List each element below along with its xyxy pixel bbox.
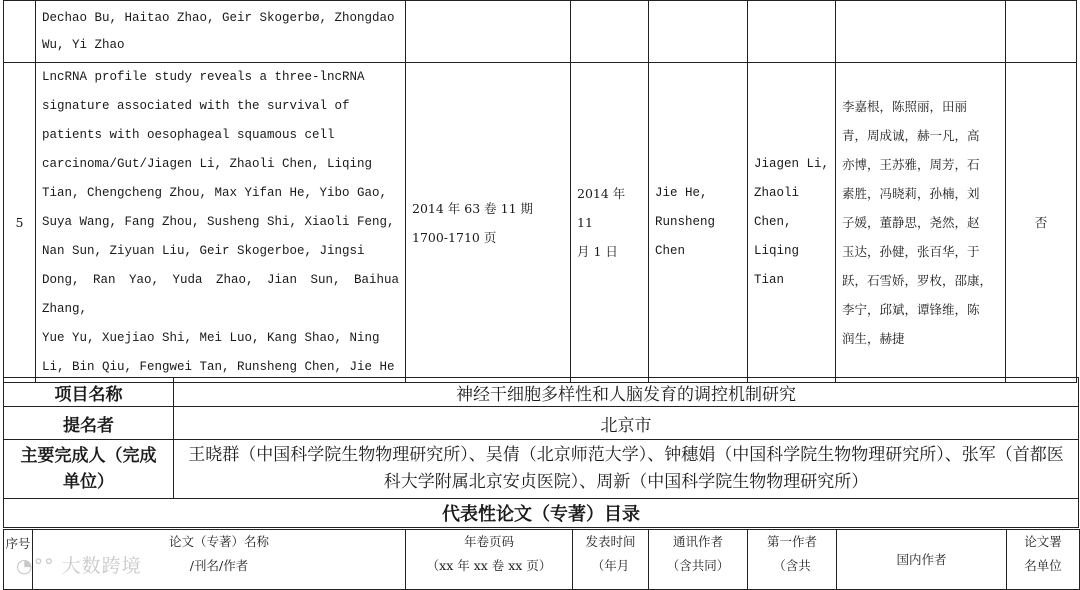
paper-cell [36,1,406,63]
watermark-logo [16,551,142,578]
header-domestic: 国内作者 [837,530,1007,590]
domestic-authors-cell [836,63,1006,383]
table-row [4,530,1080,590]
header-line: （含共 [773,558,811,573]
header-line: 年卷页码 [463,534,514,549]
seq-cell [4,1,36,63]
header-seq: 序号 [4,530,33,590]
author-line: 素胜，冯晓莉，孙楠，刘 [842,186,980,201]
author-line: Chen, [754,215,792,229]
title-line: Tian, Chengcheng Zhou, Max Yifan He, Yibo Gao, [42,186,388,200]
project-name-value: 神经干细胞多样性和人脑发育的调控机制研究 [174,378,1079,407]
pub-date-cell [571,63,649,383]
nominator-value: 北京市 [174,407,1079,440]
author-line: 青，周成诚，赫一凡，高 [842,128,980,143]
title-line: Nan Sun, Ziyuan Liu, Geir Skogerboe, Jingsi [42,244,365,258]
nominator-label: 提名者 [4,407,174,440]
table-row [4,1,1077,63]
table-row [4,440,1079,499]
header-line: 通讯作者 [672,534,723,549]
title-line: signature associated with the survival of [42,99,350,113]
title-line: carcinoma/Gut/Jiagen Li, Zhaoli Chen, Liqing [42,157,373,171]
table-row [4,378,1079,407]
project-info-table [3,377,1079,528]
corresponding-author-cell [649,63,748,383]
author-line: Zhaoli [754,186,800,200]
header-pub-time [573,530,649,590]
title-line: patients with oesophageal squamous cell [42,128,335,142]
table-row [4,407,1079,440]
header-first [748,530,837,590]
author-line: Chen [655,244,686,258]
header-line: （xx 年 xx 卷 xx 页） [426,558,552,573]
header-signature [1007,530,1080,590]
header-line: 发表时间 [585,534,636,549]
main-contributors-label: 主要完成人（完成单位） [4,440,174,499]
watermark-text: 大数跨境 [61,555,142,577]
header-line: /刊名/作者 [189,558,249,573]
author-line: Runsheng [655,215,716,229]
section-title: 代表性论文（专著）目录 [4,499,1079,528]
date-line: 月 1 日 [577,244,618,259]
author-line: 李嘉根，陈照丽，田丽 [842,99,968,114]
volume-pages-cell [406,63,571,383]
author-line: Dechao Bu, Haitao Zhao, Geir Skogerbø, Zhongdao [42,10,395,25]
paper-list-header [3,529,1080,590]
author-line: 李宁，邱斌，谭锋维，陈 [842,302,980,317]
title-line: Yue Yu, Xuejiao Shi, Mei Luo, Kang Shao, Ning [42,331,380,345]
header-line: （含共同） [666,558,730,573]
paper-title-cell [36,63,406,383]
volume-line: 1700-1710 页 [412,229,497,245]
header-line: 论文（专著）名称 [168,534,269,549]
author-line: Tian [754,273,785,287]
paper-table [3,0,1077,383]
author-line: 跃，石雪娇，罗枚，邵康， [842,273,993,288]
main-contributors-value: 王晓群（中国科学院生物物理研究所）、吴倩（北京师范大学）、钟穗娟（中国科学院生物物理研究所）、张军（首都医科大学附属北京安贞医院）、周新（中国科学院生物物理研究所） [174,440,1079,499]
header-volume [406,530,573,590]
foreign-signature-cell: 否 [1006,63,1077,383]
volume-line: 2014 年 63 卷 11 期 [412,200,533,216]
author-line: Wu, Yi Zhao [42,37,125,52]
row-number: 5 [4,63,36,383]
project-name-label: 项目名称 [4,378,174,407]
title-line: Suya Wang, Fang Zhou, Susheng Shi, Xiaoli Feng, [42,215,395,229]
header-line: 论文署 [1024,534,1062,549]
table-row [4,63,1077,383]
header-corresponding [649,530,748,590]
first-author-cell [748,63,836,383]
header-line: 第一作者 [766,534,817,549]
author-line: Jie He, [655,186,708,200]
author-line: 子媛，董静思，尧然，赵 [842,215,980,230]
date-line: 2014 年 11 [577,186,626,230]
author-line: Liqing [754,244,800,258]
author-line: 润生，赫捷 [842,331,905,346]
author-line: 亦博，王苏雅，周芳，石 [842,157,980,172]
title-line: Dong, Ran Yao, Yuda Zhao, Jian Sun, Baihua Zhang, [42,273,399,316]
title-line: LncRNA profile study reveals a three-lncRNA [42,70,365,84]
table-row [4,499,1079,528]
header-line: （年月 [591,558,630,573]
title-line: Li, Bin Qiu, Fengwei Tan, Runsheng Chen, Jie He [42,360,395,374]
header-line: 名单位 [1024,558,1062,573]
author-line: 玉达，孙健，张百华，于 [842,244,980,259]
watermark-icon: ◔°° [16,555,55,577]
author-line: Jiagen Li, [754,157,830,171]
